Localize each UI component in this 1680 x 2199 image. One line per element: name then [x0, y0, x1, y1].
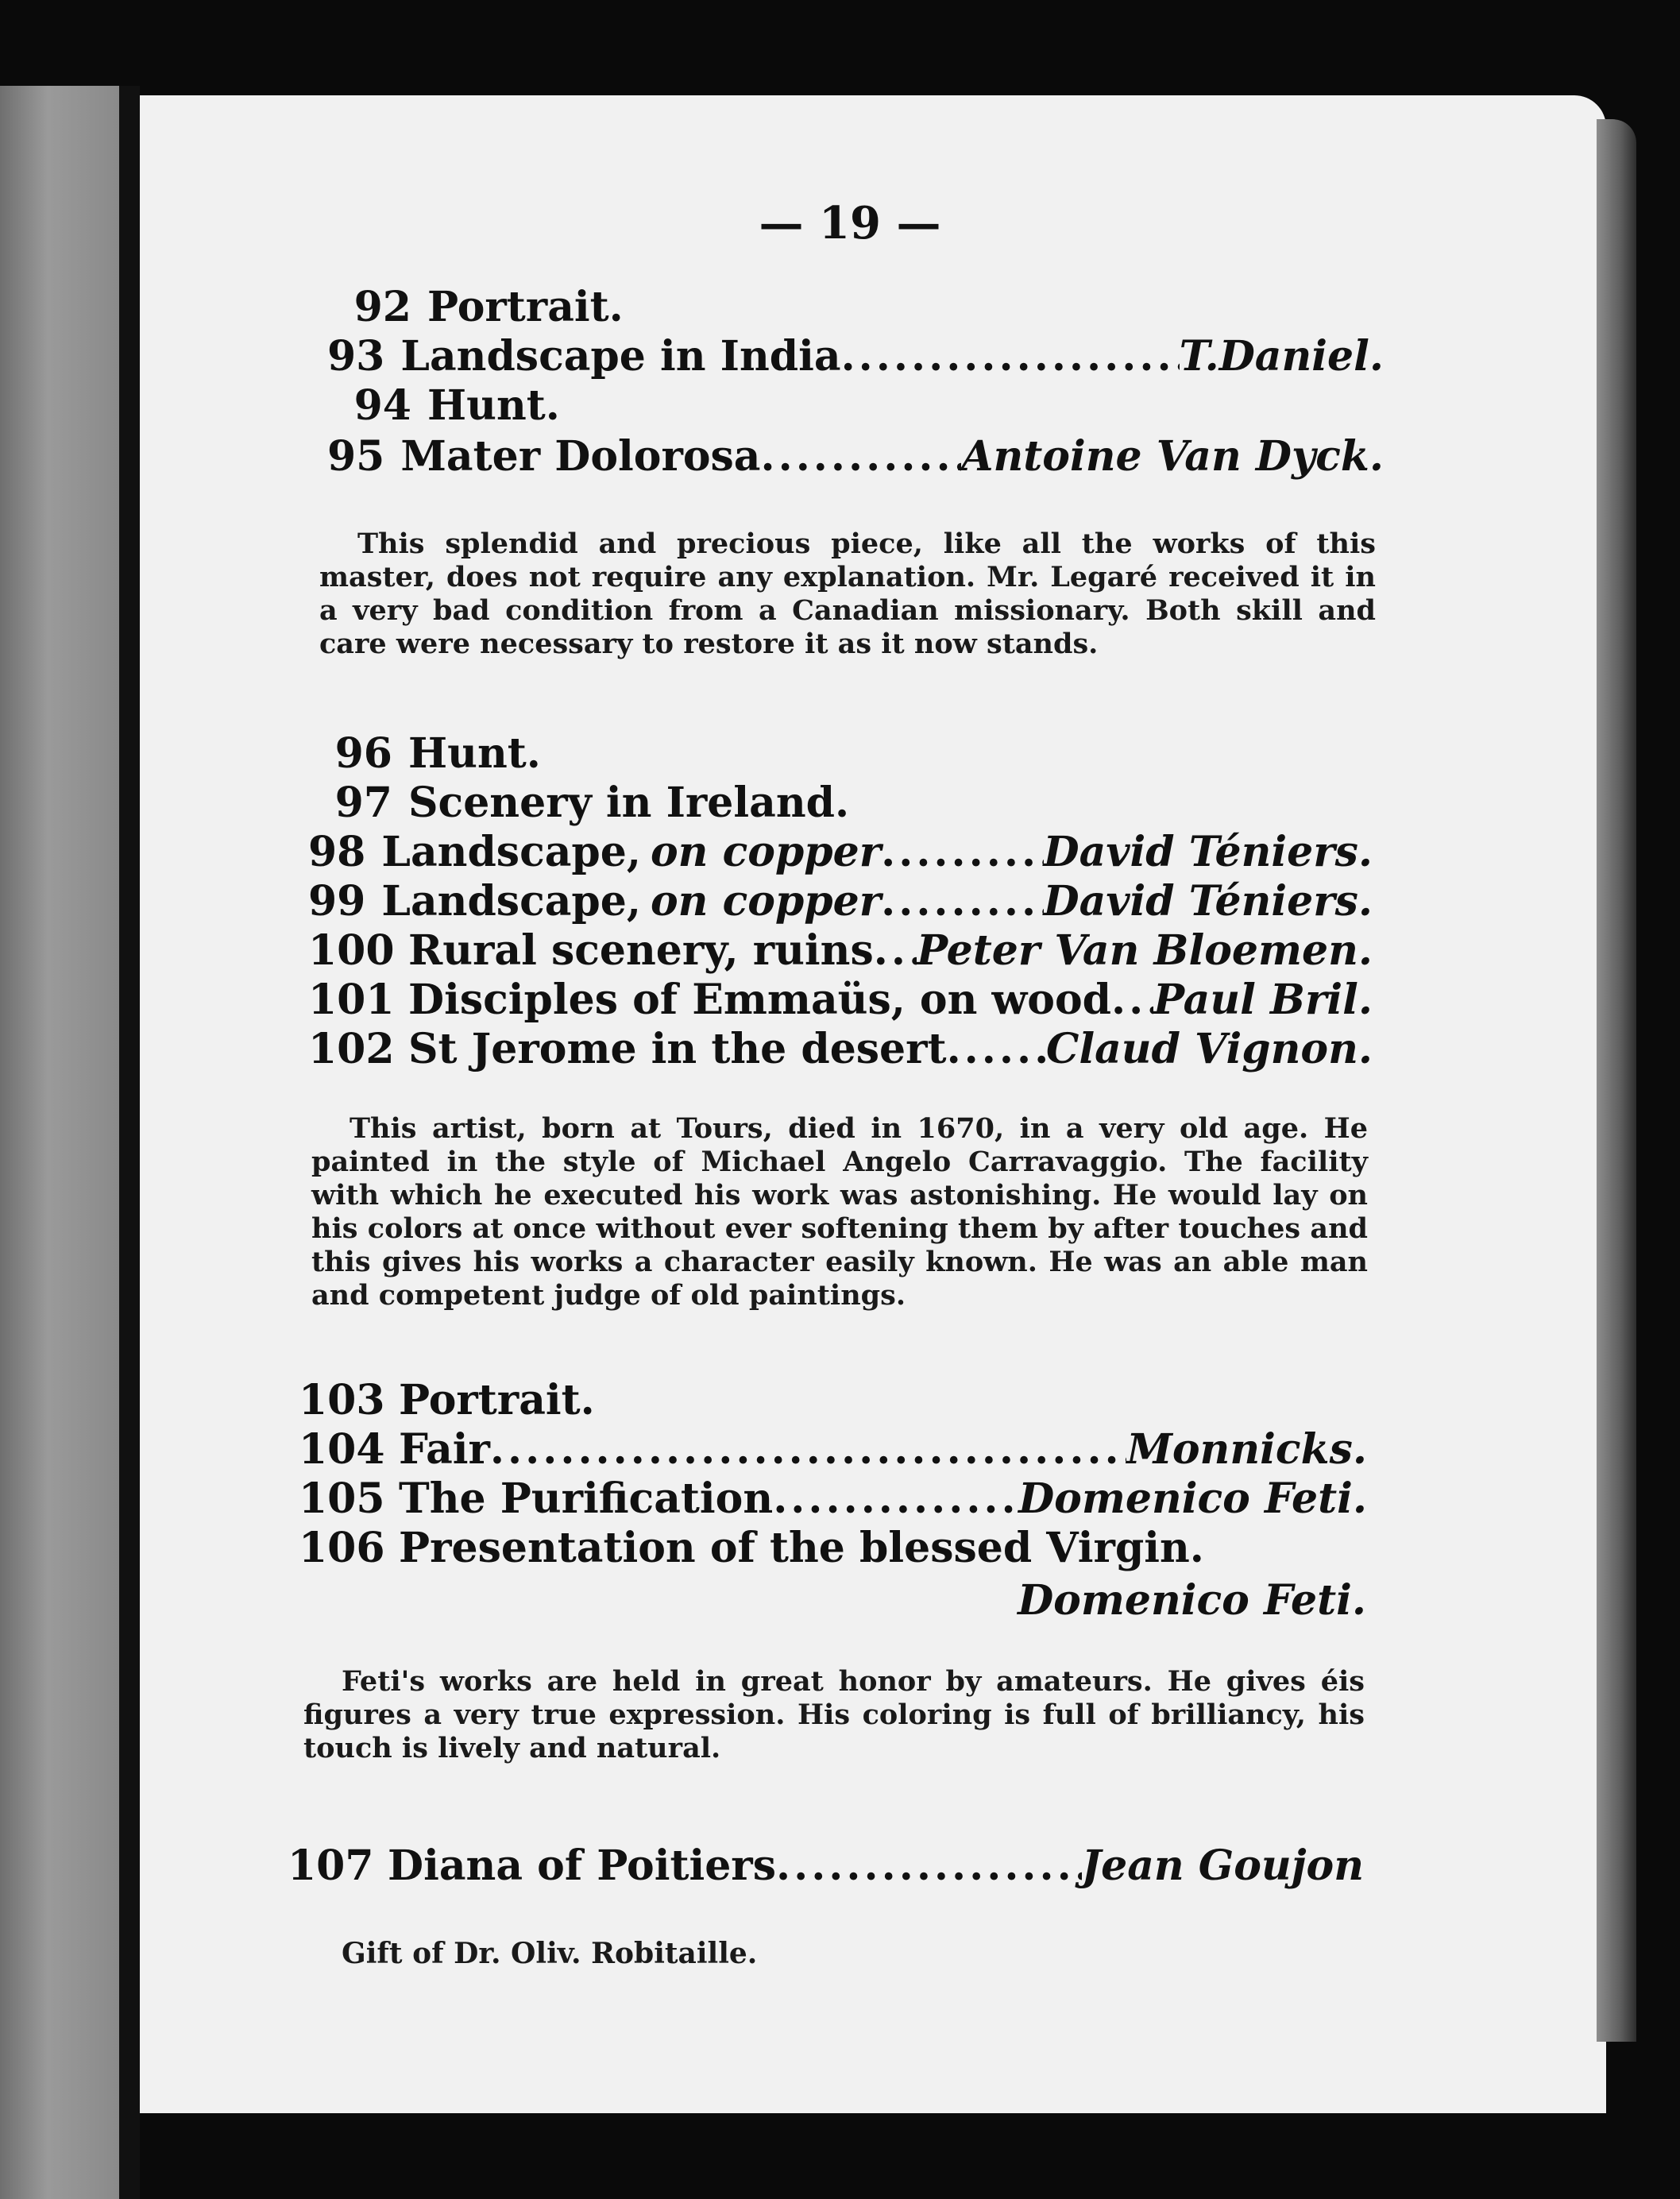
gift-note: Gift of Dr. Oliv. Robitaille. [342, 1937, 758, 1970]
catalogue-entry [308, 976, 1373, 1024]
entry-title: Fair [399, 1425, 490, 1474]
entry-number: 96 [334, 729, 392, 778]
entry-medium: on copper [650, 877, 882, 926]
description-note [319, 528, 1376, 661]
entry-title: Portrait. [399, 1376, 595, 1424]
entry-title: Landscape in India [400, 332, 841, 381]
page-edge-shadow [1597, 119, 1636, 2042]
entry-number: 101 [308, 976, 395, 1024]
entry-artist: David Téniers. [1043, 828, 1373, 876]
entry-title: Diana of Poitiers [388, 1842, 776, 1890]
entry-artist: Monnicks. [1126, 1425, 1367, 1474]
note-text: This artist, born at Tours, died in 1670, in a very old age. He painted in the style of Michael Angelo Carravaggio. The facility with which he executed his work was astonishing. He would lay on his colors at once without ever softening them by after touches and this gives his works a character easily known. He was an able man and competent judge of old paintings. [311, 1112, 1368, 1312]
description-note [303, 1665, 1365, 1765]
entry-number: 93 [327, 332, 385, 381]
entry-number: 107 [288, 1842, 374, 1890]
entry-title: Portrait. [427, 283, 624, 331]
entry-artist: Domenico Feti. [1018, 1474, 1367, 1523]
catalogue-entry [327, 381, 1384, 430]
entry-title: Hunt. [408, 729, 541, 778]
dot-leader [776, 1842, 1082, 1890]
entry-title: Presentation of the blessed Virgin. [399, 1524, 1204, 1572]
catalogue-entry [299, 1425, 1367, 1474]
catalogue-entry [308, 779, 1373, 827]
entry-title: Rural scenery, ruins [408, 926, 874, 975]
entry-number: 105 [299, 1474, 385, 1523]
catalogue-entry [288, 1842, 1364, 1890]
entry-artist: David Téniers. [1043, 877, 1373, 926]
facing-page-edge [0, 86, 119, 2199]
description-note [311, 1112, 1368, 1312]
entry-artist: Domenico Feti. [1018, 1576, 1366, 1625]
entry-title: Landscape, [381, 877, 641, 926]
entry-title: Disciples of Emmaüs, on wood [408, 976, 1112, 1024]
entry-number: 92 [353, 283, 411, 331]
entry-number: 98 [308, 828, 366, 876]
entry-number: 99 [308, 877, 366, 926]
entry-title: Hunt. [427, 381, 560, 430]
catalogue-entry [308, 877, 1373, 926]
entry-number: 106 [299, 1524, 385, 1572]
entry-artist: T.Daniel. [1179, 332, 1384, 381]
catalogue-entry [308, 926, 1373, 975]
entry-artist: Paul Bril. [1153, 976, 1373, 1024]
entry-title: Mater Dolorosa [400, 432, 761, 481]
catalogue-entry [327, 332, 1384, 381]
page-number: — 19 — [759, 197, 941, 249]
catalogue-entry [299, 1474, 1367, 1523]
entry-artist: Peter Van Bloemen. [916, 926, 1373, 975]
dot-leader [1111, 976, 1153, 1024]
entry-title: The Purification [399, 1474, 774, 1523]
catalogue-entry [299, 1524, 1367, 1572]
catalogue-entry [327, 283, 1384, 331]
dot-leader [874, 926, 917, 975]
entry-artist: Jean Goujon [1081, 1842, 1364, 1890]
catalogue-entry [299, 1376, 1367, 1424]
entry-number: 95 [327, 432, 385, 481]
dot-leader [773, 1474, 1018, 1523]
entry-number: 97 [334, 779, 392, 827]
note-text: This splendid and precious piece, like all the works of this master, does not require any explanation. Mr. Legaré received it in a very bad condition from a Canadian missionary. Both skill and care were necessary to restore it as it now stands. [319, 528, 1376, 660]
entry-number: 100 [308, 926, 395, 975]
dot-leader [881, 828, 1043, 876]
note-text: Feti's works are held in great honor by amateurs. He gives éis figures a very true expression. His coloring is full of brilliancy, his touch is lively and natural. [303, 1665, 1365, 1764]
entry-title: Scenery in Ireland. [408, 779, 850, 827]
entry-title: Landscape, [381, 828, 641, 876]
entry-artist: Claud Vignon. [1045, 1025, 1373, 1073]
entry-number: 104 [299, 1425, 385, 1474]
catalogue-entry [308, 1025, 1373, 1073]
catalogue-entry [308, 729, 1373, 778]
dot-leader [761, 432, 962, 481]
entry-number: 103 [299, 1376, 385, 1424]
entry-number: 102 [308, 1025, 395, 1073]
dot-leader [490, 1425, 1126, 1474]
catalogue-entry [327, 432, 1384, 481]
entry-title: St Jerome in the desert [408, 1025, 947, 1073]
entry-medium: on copper [650, 828, 882, 876]
dot-leader [947, 1025, 1046, 1073]
entry-number: 94 [353, 381, 411, 430]
dot-leader [841, 332, 1180, 381]
catalogue-entry [308, 828, 1373, 876]
dot-leader [881, 877, 1043, 926]
entry-artist: Antoine Van Dyck. [961, 432, 1384, 481]
book-gutter [119, 86, 140, 2199]
